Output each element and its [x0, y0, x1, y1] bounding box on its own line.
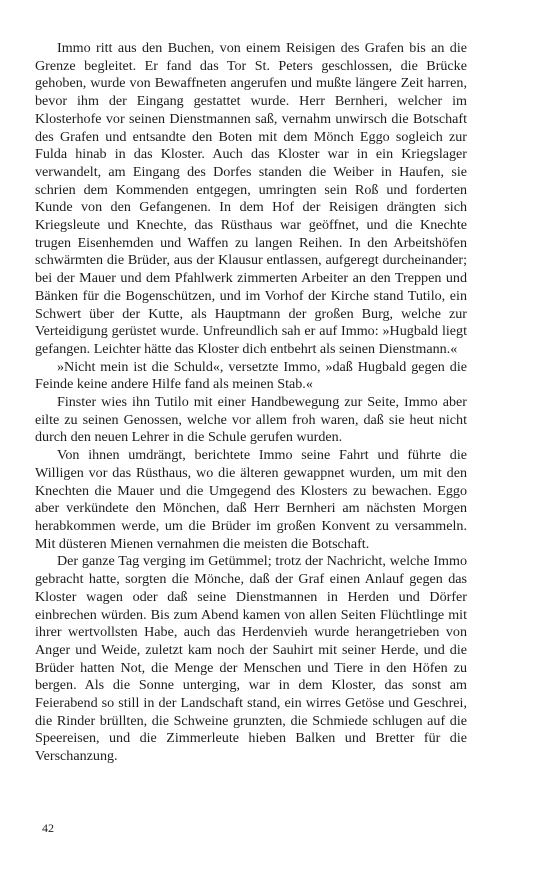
paragraph-tumult-day: Der ganze Tag verging im Getümmel; trotz der Nachricht, welche Immo gebracht hatte, sorgten die Mönche, daß der Graf einen Anlauf gegen das Kloster wagen oder daß seine Dienstmannen in Herden und Dörfer einbrechen würden. Bis zum Abend kamen von allen Seiten Flüchtlinge mit ihrer wertvollsten Habe, auch das Herdenvieh wurde herangetrieben von Anger und Weide, zuletzt kam noch der Sauhirt mit seiner Herde, und die Brüder hatten Not, die Menge der Menschen und Tiere in den Höfen zu bergen. Als die Sonne unterging, war in dem Kloster, das sonst am Feierabend so still in der Landschaft stand, ein wirres Getöse und Geschrei, die Rinder brüllten, die Schweine grunzten, die Schmiede schlugen auf die Speereisen, und die Zimmerleute hieben Balken und Bretter für die Verschanzung. — [35, 553, 467, 765]
paragraph-immo-reply: »Nicht mein ist die Schuld«, versetzte Immo, »daß Hugbald gegen die Feinde keine andere Hilfe fand als meinen Stab.« — [35, 358, 467, 393]
paragraph-immo-arrival: Immo ritt aus den Buchen, von einem Reisigen des Grafen bis an die Grenze begleitet. Er fand das Tor St. Peters geschlossen, die Brücke gehoben, wurde von Bewaffneten angerufen und mußte längere Zeit harren, bevor ihm der Eingang gestattet wurde. Herr Bernheri, welcher im Klosterhofe vor seinen Dienstmannen saß, vernahm unwirsch die Botschaft des Grafen und entsandte den Boten mit dem Mönch Eggo sogleich zur Fulda hinab in das Kloster. Auch das Kloster war in ein Kriegslager verwandelt, am Eingang des Dorfes standen die Weiber in Haufen, sie schrien dem Kommenden entgegen, umringten sein Roß und forderten Kunde von den Gefangenen. In dem Hof der Reisigen drängten sich Kriegsleute und Knechte, das Rüsthaus war geöffnet, und die Knechte trugen Eisenhemden und Waffen zu langen Reihen. In den Arbeitshöfen schwärmten die Brüder, aus der Klausur entlassen, aufgeregt durcheinander; bei der Mauer und dem Pfahlwerk zimmerten Arbeiter an den Treppen und Bänken für die Bogenschützen, und im Vorhof der Kirche stand Tutilo, ein Schwert über der Kutte, als Hauptmann der großen Burg, welche zur Verteidigung gerüstet wurde. Unfreundlich sah er auf Immo: »Hugbald liegt gefangen. Leichter hätte das Kloster dich entbehrt als seinen Dienstmann.« — [35, 40, 467, 357]
paragraph-armoury: Von ihnen umdrängt, berichtete Immo seine Fahrt und führte die Willigen vor das Rüsthaus, wo die älteren gewappnet wurden, um mit den Knechten die Mauer und die Umgegend des Klosters zu bewachen. Eggo aber verkündete den Mönchen, daß Herr Bernheri am nächsten Morgen herabkommen werde, um die Brüder im großen Konvent zu versammeln. Mit düsteren Mienen vernahmen die meisten die Botschaft. — [35, 447, 467, 552]
page-number: 42 — [42, 821, 54, 835]
book-page-body — [35, 40, 467, 766]
paragraph-tutilo-gesture: Finster wies ihn Tutilo mit einer Handbewegung zur Seite, Immo aber eilte zu seinen Genossen, welche vor allem froh waren, daß sie heut nicht durch den neuen Lehrer in die Schule gerufen wurden. — [35, 394, 467, 446]
